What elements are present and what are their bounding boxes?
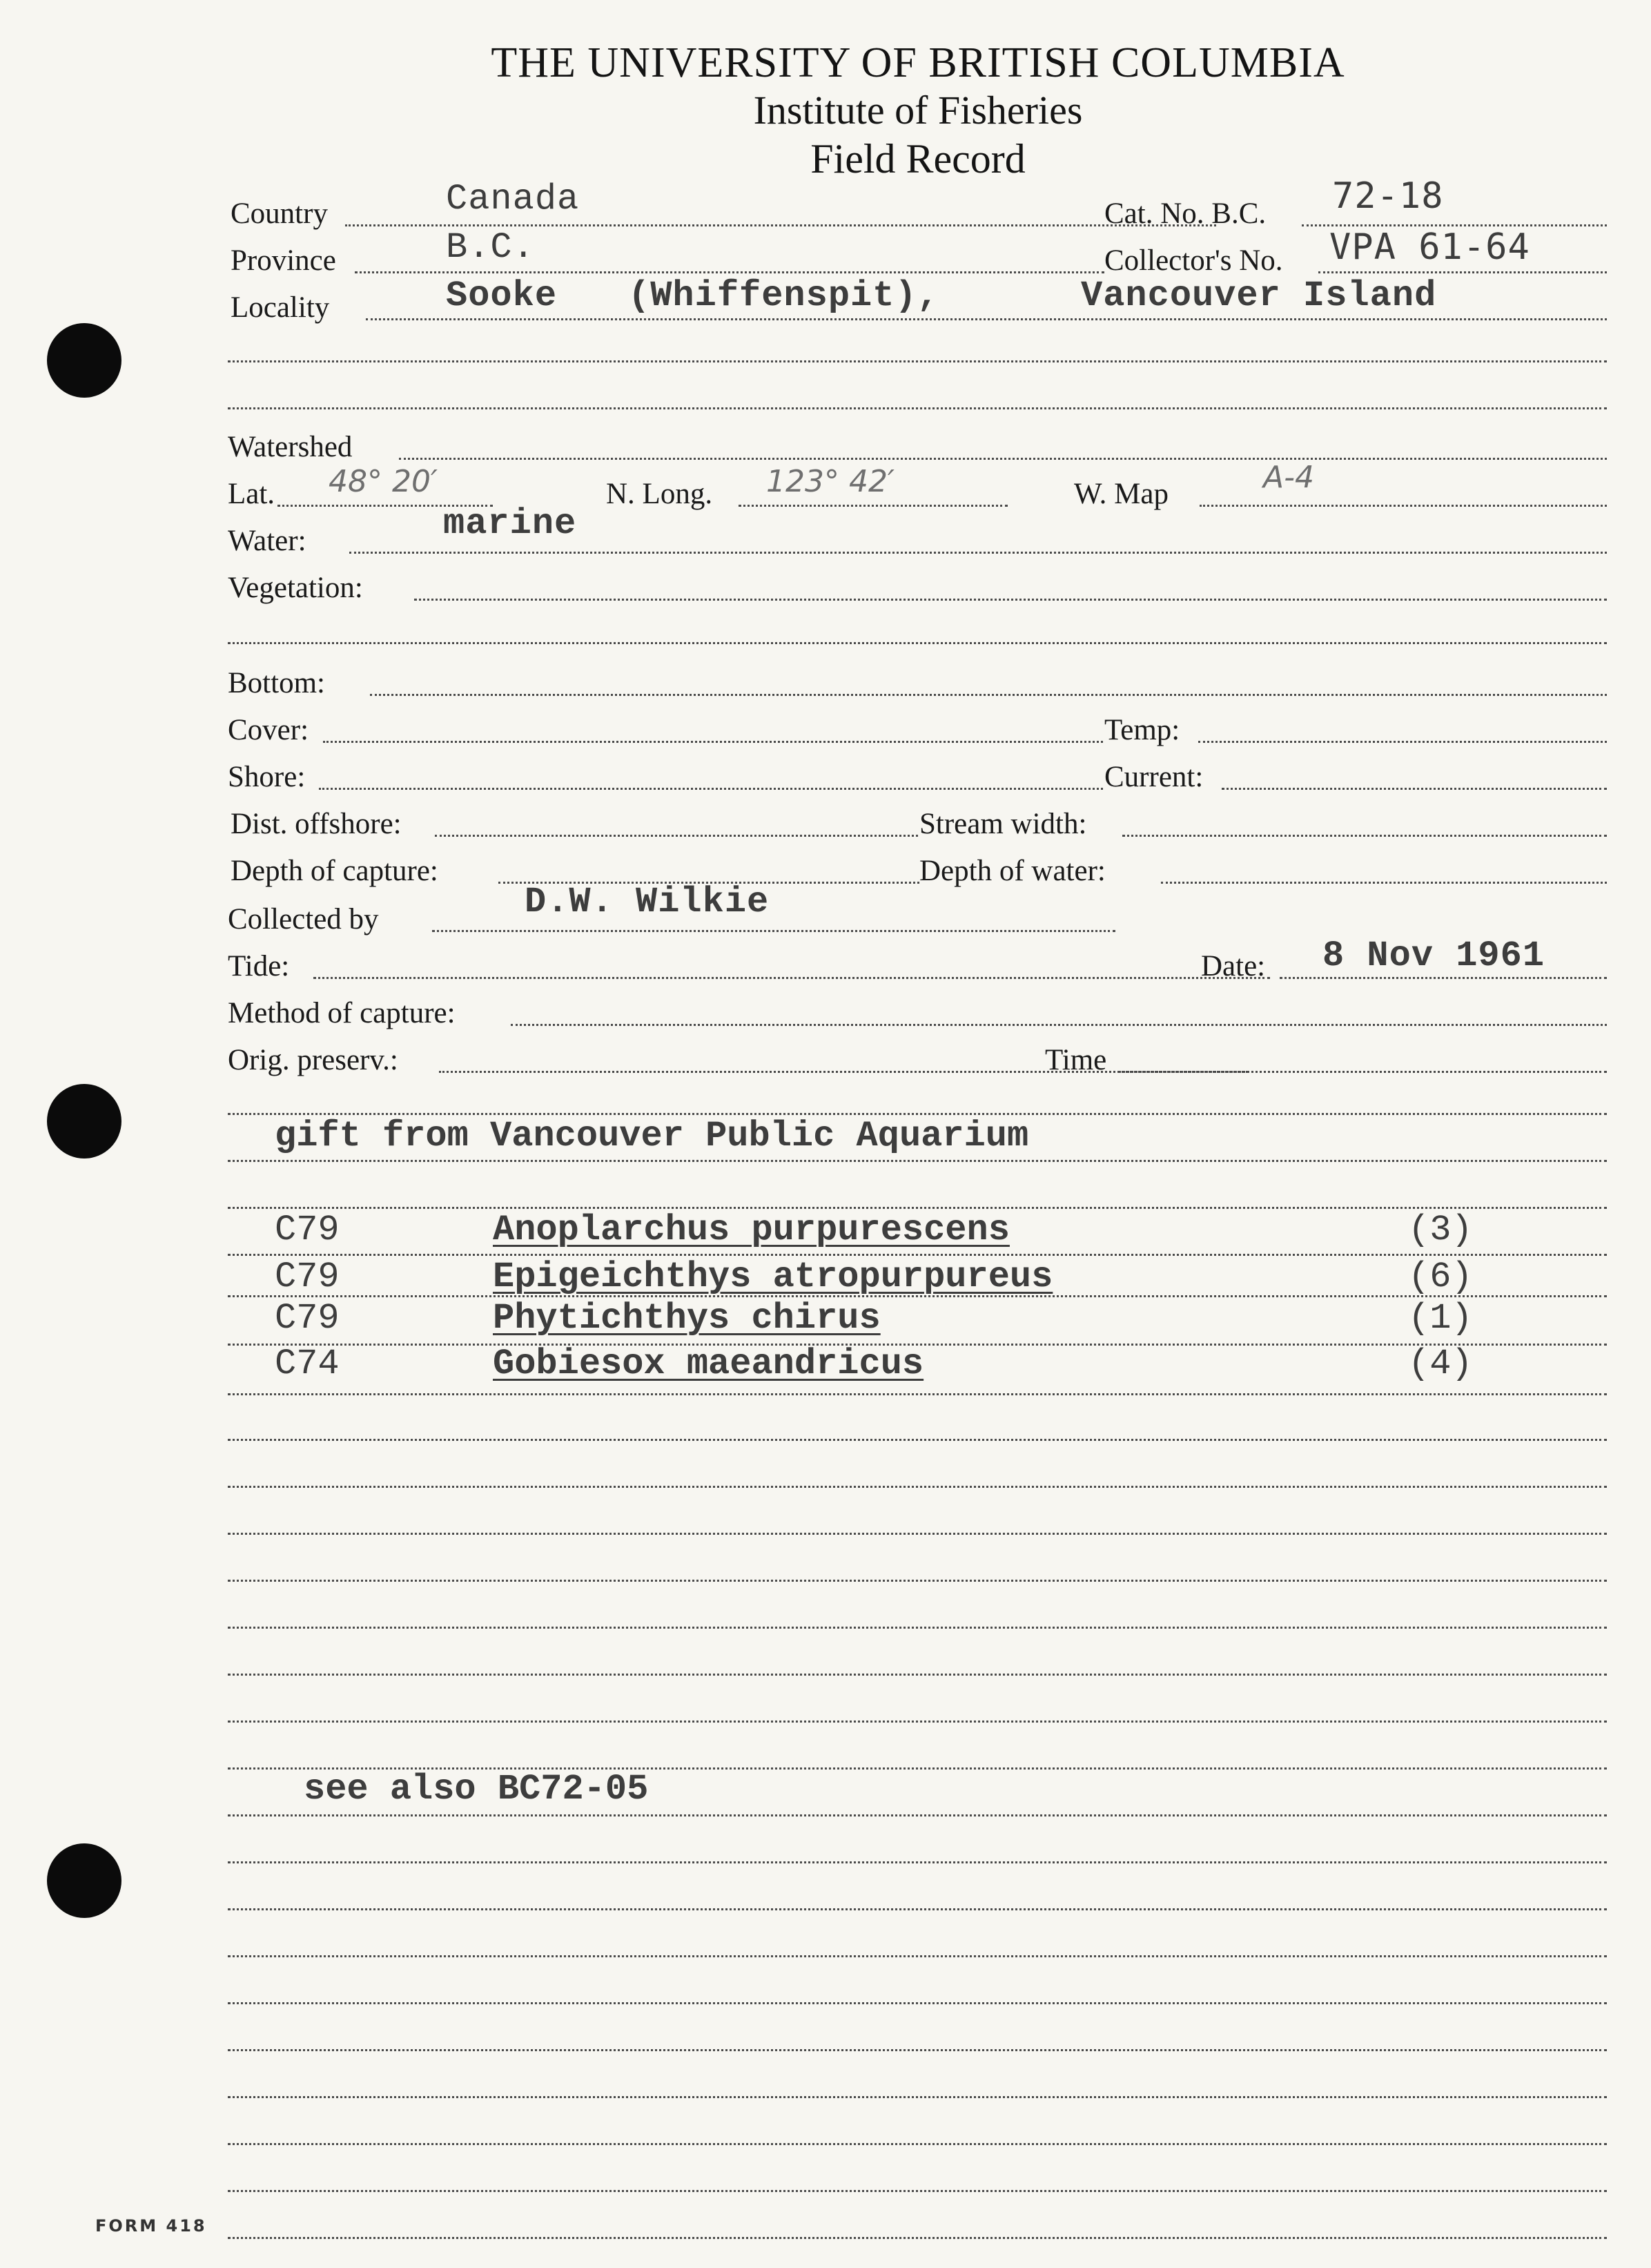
ruled-line bbox=[228, 2002, 1607, 2004]
university-title: THE UNIVERSITY OF BRITISH COLUMBIA bbox=[491, 39, 1345, 86]
country-dots bbox=[345, 224, 1216, 226]
row-locality bbox=[228, 275, 1607, 327]
map-value: A-4 bbox=[1263, 460, 1314, 495]
locality-value-1: Sooke bbox=[446, 275, 558, 316]
watershed-label: Watershed bbox=[228, 431, 353, 463]
ruled-line bbox=[228, 2049, 1607, 2051]
specimen-code: C79 bbox=[275, 1210, 340, 1250]
form-number: FORM 418 bbox=[95, 2216, 207, 2236]
row-province bbox=[228, 226, 1607, 280]
specimen-code: C79 bbox=[275, 1298, 340, 1339]
locality-extra-line-2 bbox=[228, 407, 1607, 409]
institute-title: Institute of Fisheries bbox=[753, 88, 1083, 133]
water-dots bbox=[349, 552, 1607, 554]
specimen-count: (1) bbox=[1408, 1298, 1473, 1339]
dist-offshore-dots bbox=[435, 835, 918, 837]
ruled-line bbox=[228, 1486, 1607, 1488]
depth-water-label: Depth of water: bbox=[919, 855, 1106, 887]
binder-hole-top bbox=[47, 323, 121, 398]
locality-dots bbox=[366, 318, 1607, 320]
row-lat-long bbox=[228, 460, 1607, 514]
watershed-dots bbox=[399, 458, 1607, 460]
vegetation-label: Vegetation: bbox=[228, 572, 363, 604]
specimen-name: Phytichthys chirus bbox=[493, 1298, 881, 1339]
row-watershed bbox=[228, 421, 1607, 467]
ruled-line bbox=[228, 2237, 1607, 2239]
ruled-line bbox=[228, 1393, 1607, 1395]
map-label: W. Map bbox=[1074, 478, 1169, 510]
cat-no-label: Cat. No. B.C. bbox=[1104, 197, 1267, 230]
cat-no-value: 72-18 bbox=[1332, 175, 1444, 217]
row-bottom bbox=[228, 657, 1607, 703]
row-vegetation bbox=[228, 562, 1607, 608]
specimen-name: Epigeichthys atropurpureus bbox=[493, 1257, 1053, 1297]
locality-label: Locality bbox=[231, 291, 330, 324]
specimen-code: C79 bbox=[275, 1257, 340, 1297]
row-depth bbox=[228, 845, 1607, 891]
row-shore bbox=[228, 751, 1607, 797]
ruled-line bbox=[228, 1908, 1607, 1910]
ruled-line bbox=[228, 1113, 1607, 1115]
collectors-no-value: VPA 61-64 bbox=[1329, 226, 1530, 268]
cover-dots bbox=[323, 741, 1103, 743]
province-label: Province bbox=[231, 244, 336, 277]
date-value: 8 Nov 1961 bbox=[1322, 936, 1545, 976]
time-dots bbox=[1118, 1071, 1607, 1073]
ruled-line bbox=[228, 1580, 1607, 1582]
row-tide bbox=[228, 936, 1607, 986]
long-label: N. Long. bbox=[606, 478, 713, 510]
depth-capture-label: Depth of capture: bbox=[231, 855, 438, 887]
specimen-count: (6) bbox=[1408, 1257, 1473, 1297]
ruled-line bbox=[228, 1861, 1607, 1863]
vegetation-dots bbox=[414, 599, 1607, 601]
ruled-line bbox=[228, 2190, 1607, 2192]
ruled-line bbox=[228, 1207, 1607, 1209]
dist-offshore-label: Dist. offshore: bbox=[231, 808, 402, 840]
stream-width-dots bbox=[1122, 835, 1607, 837]
long-dots bbox=[739, 505, 1008, 507]
specimen-name: Anoplarchus purpurescens bbox=[493, 1210, 1010, 1250]
ruled-line bbox=[228, 1721, 1607, 1723]
method-dots bbox=[511, 1024, 1607, 1026]
locality-extra-line-1 bbox=[228, 360, 1607, 362]
current-dots bbox=[1222, 788, 1607, 790]
temp-dots bbox=[1198, 741, 1607, 743]
orig-preserv-label: Orig. preserv.: bbox=[228, 1044, 398, 1076]
tide-label: Tide: bbox=[228, 950, 290, 982]
specimen-name: Gobiesox maeandricus bbox=[493, 1344, 924, 1384]
depth-water-dots bbox=[1161, 882, 1607, 884]
ruled-line bbox=[228, 2096, 1607, 2098]
long-value: 123° 42′ bbox=[766, 464, 895, 499]
ruled-line bbox=[228, 1955, 1607, 1957]
vegetation-extra-line bbox=[228, 642, 1607, 644]
locality-value-2: (Whiffenspit), bbox=[628, 275, 939, 316]
locality-value-3: Vancouver Island bbox=[1081, 275, 1437, 316]
method-label: Method of capture: bbox=[228, 997, 456, 1029]
water-value: marine bbox=[443, 503, 577, 544]
water-label: Water: bbox=[228, 525, 306, 557]
temp-label: Temp: bbox=[1104, 714, 1180, 746]
specimen-count: (4) bbox=[1408, 1344, 1473, 1384]
row-cover bbox=[228, 704, 1607, 750]
specimen-code: C74 bbox=[275, 1344, 340, 1384]
ruled-line bbox=[228, 2143, 1607, 2145]
shore-label: Shore: bbox=[228, 761, 306, 793]
province-value: B.C. bbox=[446, 227, 535, 268]
ruled-line bbox=[228, 1439, 1607, 1441]
stream-width-label: Stream width: bbox=[919, 808, 1087, 840]
collectors-no-dots bbox=[1318, 271, 1607, 273]
collected-by-dots bbox=[432, 930, 1115, 932]
lat-label: Lat. bbox=[228, 478, 275, 510]
ruled-line bbox=[228, 1160, 1607, 1162]
cover-label: Cover: bbox=[228, 714, 309, 746]
date-label: Date: bbox=[1201, 950, 1266, 982]
collected-by-value: D.W. Wilkie bbox=[525, 882, 770, 922]
province-dots bbox=[355, 271, 1104, 273]
map-dots bbox=[1200, 505, 1607, 507]
country-value: Canada bbox=[446, 179, 580, 220]
row-collected-by bbox=[228, 882, 1607, 939]
see-also-text: see also BC72-05 bbox=[304, 1769, 649, 1810]
current-label: Current: bbox=[1104, 761, 1204, 793]
record-title: Field Record bbox=[810, 136, 1026, 182]
ruled-line bbox=[228, 1254, 1607, 1256]
ruled-line bbox=[228, 1674, 1607, 1676]
time-label: Time bbox=[1045, 1044, 1107, 1076]
binder-hole-middle bbox=[47, 1084, 121, 1159]
note-text: gift from Vancouver Public Aquarium bbox=[275, 1116, 1029, 1156]
binder-hole-bottom bbox=[47, 1843, 121, 1918]
ruled-line bbox=[228, 1814, 1607, 1816]
bottom-dots bbox=[370, 694, 1607, 696]
shore-dots bbox=[319, 788, 1103, 790]
row-orig-preserv bbox=[228, 1034, 1607, 1080]
ruled-line bbox=[228, 1533, 1607, 1535]
specimen-count: (3) bbox=[1408, 1210, 1473, 1250]
row-method bbox=[228, 987, 1607, 1033]
country-label: Country bbox=[231, 197, 328, 230]
row-dist-offshore bbox=[228, 798, 1607, 844]
collectors-no-label: Collector's No. bbox=[1104, 244, 1283, 277]
row-water bbox=[228, 503, 1607, 561]
bottom-label: Bottom: bbox=[228, 667, 325, 699]
tide-dots bbox=[313, 977, 1270, 979]
lat-value: 48° 20′ bbox=[329, 464, 438, 499]
date-dots bbox=[1280, 977, 1607, 979]
ruled-line bbox=[228, 1627, 1607, 1629]
collected-by-label: Collected by bbox=[228, 903, 379, 936]
